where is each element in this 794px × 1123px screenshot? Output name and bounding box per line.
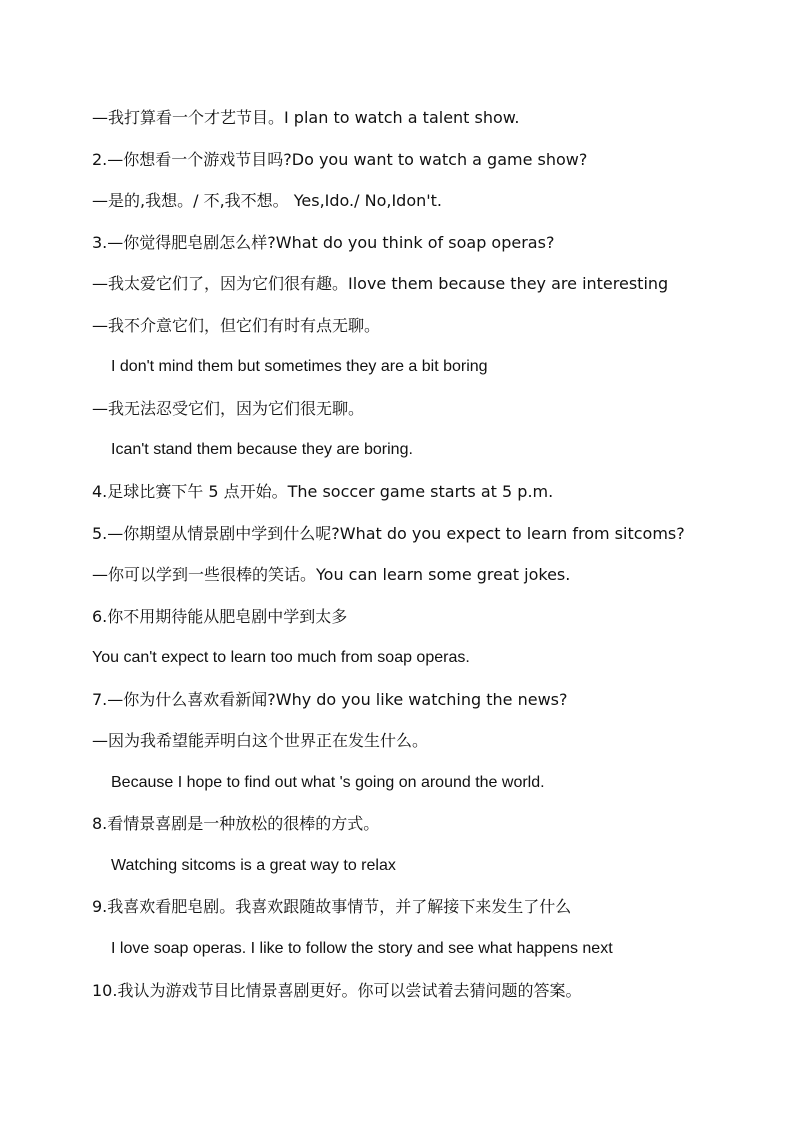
line-4: 3.—你觉得肥皂剧怎么样?What do you think of soap operas? (92, 233, 555, 252)
line-12: —你可以学到一些很棒的笑话。You can learn some great jokes. (92, 565, 571, 584)
line-3: —是的,我想。/ 不,我不想。 Yes,Ido./ No,Idon't. (92, 191, 443, 210)
line-21: I love soap operas. I like to follow the story and see what happens next (111, 940, 613, 957)
line-2: 2.—你想看一个游戏节目吗?Do you want to watch a game show? (92, 150, 588, 169)
line-6: —我不介意它们，但它们有时有点无聊。 (92, 316, 381, 335)
line-16: —因为我希望能弄明白这个世界正在发生什么。 (92, 731, 429, 750)
line-10: 4.足球比赛下午 5 点开始。The soccer game starts at 5 p.m. (92, 482, 554, 501)
line-11: 5.—你期望从情景剧中学到什么呢?What do you expect to learn from sitcoms? (92, 524, 685, 543)
line-8: —我无法忍受它们，因为它们很无聊。 (92, 399, 365, 418)
line-5: —我太爱它们了，因为它们很有趣。Ilove them because they are interesting (92, 274, 669, 293)
line-17: Because I hope to find out what 's going on around the world. (111, 774, 545, 791)
line-9: Ican't stand them because they are boring. (111, 441, 413, 458)
line-13: 6.你不用期待能从肥皂剧中学到太多 (92, 607, 348, 626)
line-18: 8.看情景喜剧是一种放松的很棒的方式。 (92, 814, 380, 833)
line-7: I don't mind them but sometimes they are a bit boring (111, 358, 488, 375)
line-1: —我打算看一个才艺节目。I plan to watch a talent show. (92, 108, 520, 127)
line-19: Watching sitcoms is a great way to relax (111, 857, 396, 874)
line-15: 7.—你为什么喜欢看新闻?Why do you like watching the news? (92, 690, 568, 709)
line-20: 9.我喜欢看肥皂剧。我喜欢跟随故事情节，并了解接下来发生了什么 (92, 897, 572, 916)
line-14: You can't expect to learn too much from soap operas. (92, 649, 470, 666)
line-22: 10.我认为游戏节目比情景喜剧更好。你可以尝试着去猜问题的答案。 (92, 981, 582, 1000)
